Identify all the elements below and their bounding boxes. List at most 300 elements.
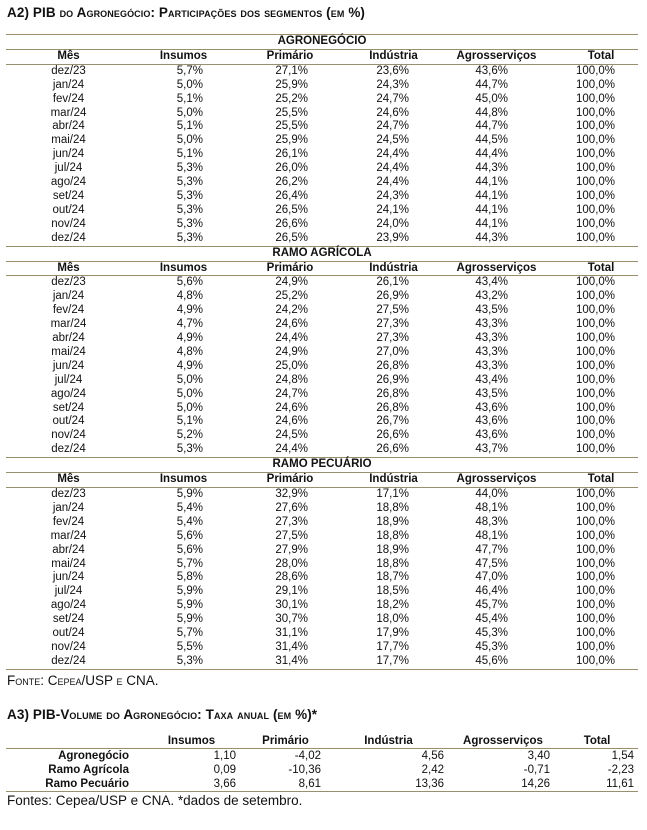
table-row bbox=[6, 388, 638, 402]
value-cell: 100,0% bbox=[576, 176, 616, 189]
column-header-row bbox=[6, 49, 638, 64]
month-cell: mar/24 bbox=[50, 106, 87, 119]
value-cell: 5,0% bbox=[176, 106, 203, 119]
value-cell: 45,3% bbox=[475, 640, 508, 653]
value-cell: 24,1% bbox=[376, 203, 409, 216]
table-row bbox=[6, 276, 638, 290]
value-cell: 100,0% bbox=[576, 276, 616, 289]
month-cell: dez/24 bbox=[6, 655, 131, 669]
value-cell: 26,1% bbox=[376, 276, 409, 289]
value-cell: 5,6% bbox=[176, 543, 203, 556]
table-row bbox=[6, 318, 638, 332]
value-cell: 5,1% bbox=[176, 92, 203, 105]
value-cell: 26,9% bbox=[376, 290, 409, 303]
value-cell: 43,3% bbox=[475, 345, 508, 358]
month-cell: mar/24 bbox=[50, 318, 87, 331]
value-cell: 44,1% bbox=[475, 176, 508, 189]
month-cell: ago/24 bbox=[50, 599, 87, 612]
value-cell: 43,6% bbox=[475, 401, 508, 414]
column-header: Agrosserviços bbox=[450, 734, 556, 749]
column-header: Agrosserviços bbox=[443, 49, 550, 64]
value-cell: 43,4% bbox=[475, 276, 508, 289]
value-cell: 43,6% bbox=[475, 415, 508, 428]
value-cell: 18,9% bbox=[376, 543, 409, 556]
value-cell: 100,0% bbox=[576, 557, 616, 570]
value-cell: 44,1% bbox=[475, 189, 508, 202]
month-cell: fev/24 bbox=[52, 515, 85, 528]
value-cell: 100,0% bbox=[576, 571, 616, 584]
value-cell: 24,6% bbox=[376, 106, 409, 119]
column-header: Total bbox=[550, 473, 638, 488]
value-cell: 24,7% bbox=[376, 92, 409, 105]
value-cell: 44,8% bbox=[475, 106, 508, 119]
value-cell: 100,0% bbox=[576, 345, 616, 358]
section-title: AGRONEGÓCIO bbox=[6, 35, 638, 50]
value-cell: 5,7% bbox=[176, 627, 203, 640]
month-cell: set/24 bbox=[52, 401, 85, 414]
table-row bbox=[6, 655, 638, 669]
table-row bbox=[6, 613, 638, 627]
value-cell: 100,0% bbox=[576, 415, 616, 428]
table-row bbox=[6, 516, 638, 530]
month-cell: jul/24 bbox=[54, 585, 83, 598]
month-cell: nov/24 bbox=[51, 429, 86, 442]
column-header: Indústria bbox=[344, 49, 443, 64]
month-cell: jul/24 bbox=[54, 162, 83, 175]
month-cell: nov/24 bbox=[51, 217, 86, 230]
value-cell: 44,4% bbox=[475, 148, 508, 161]
table-row bbox=[6, 204, 638, 218]
value-cell: 31,4% bbox=[236, 655, 344, 669]
value-cell: 5,7% bbox=[176, 64, 203, 77]
value-cell: 100,0% bbox=[576, 120, 616, 133]
value-cell: 45,6% bbox=[443, 655, 550, 669]
value-cell: 18,8% bbox=[376, 529, 409, 542]
a3-table bbox=[6, 734, 638, 792]
value-cell: 32,9% bbox=[275, 488, 308, 500]
value-cell: 44,3% bbox=[475, 231, 508, 244]
value-cell: 26,4% bbox=[275, 189, 308, 202]
table-row bbox=[6, 558, 638, 572]
value-cell: 5,1% bbox=[176, 415, 203, 428]
month-cell: set/24 bbox=[52, 613, 85, 626]
column-header: Primário bbox=[236, 49, 344, 64]
table-row bbox=[6, 218, 638, 232]
value-cell: 4,9% bbox=[176, 359, 203, 372]
value-cell: 44,7% bbox=[475, 120, 508, 133]
value-cell: 5,4% bbox=[176, 501, 203, 514]
value-cell: 24,9% bbox=[275, 345, 308, 358]
value-cell: 100,0% bbox=[576, 543, 616, 556]
value-cell: 44,7% bbox=[475, 78, 508, 91]
a2-source-prefix: Fonte: bbox=[7, 672, 44, 688]
column-header-row bbox=[6, 734, 638, 749]
value-cell: 18,5% bbox=[376, 585, 409, 598]
value-cell: 100,0% bbox=[576, 64, 616, 77]
section-header-row bbox=[6, 458, 638, 473]
value-cell: 18,8% bbox=[376, 557, 409, 570]
value-cell: 44,5% bbox=[475, 134, 508, 147]
row-label: Ramo Agrícola bbox=[48, 763, 129, 776]
value-cell: 24,9% bbox=[275, 276, 308, 289]
value-cell: 48,1% bbox=[475, 501, 508, 514]
value-cell: -10,36 bbox=[288, 763, 321, 776]
value-cell: 3,66 bbox=[139, 777, 244, 792]
month-cell: jan/24 bbox=[52, 501, 85, 514]
value-cell: 44,3% bbox=[475, 162, 508, 175]
a2-title bbox=[0, 2, 647, 24]
value-cell: 4,9% bbox=[176, 304, 203, 317]
table-row bbox=[6, 502, 638, 516]
value-cell: 47,0% bbox=[475, 571, 508, 584]
value-cell: 100,0% bbox=[576, 640, 616, 653]
a3-source: Fontes: Cepea/USP e CNA. *dados de setembro. bbox=[7, 792, 303, 808]
table-row bbox=[6, 415, 638, 429]
table-row bbox=[6, 544, 638, 558]
table-row bbox=[6, 429, 638, 443]
value-cell: 44,0% bbox=[475, 488, 508, 500]
a2-title-prefix: A2) PIB bbox=[7, 5, 56, 20]
month-cell: abr/24 bbox=[52, 543, 85, 556]
value-cell: 0,09 bbox=[213, 763, 236, 776]
value-cell: 30,1% bbox=[275, 599, 308, 612]
column-header: Total bbox=[550, 49, 638, 64]
value-cell: 100,0% bbox=[576, 429, 616, 442]
value-cell: 24,4% bbox=[275, 332, 308, 345]
a3-title bbox=[0, 704, 647, 726]
value-cell: 18,8% bbox=[376, 501, 409, 514]
value-cell: 45,3% bbox=[475, 627, 508, 640]
month-cell: fev/24 bbox=[52, 304, 85, 317]
value-cell: 100,0% bbox=[576, 318, 616, 331]
value-cell: 24,5% bbox=[275, 429, 308, 442]
value-cell: 2,42 bbox=[421, 763, 444, 776]
value-cell: 31,1% bbox=[275, 627, 308, 640]
value-cell: 5,9% bbox=[176, 599, 203, 612]
value-cell: 13,36 bbox=[327, 777, 450, 792]
row-label: Ramo Pecuário bbox=[6, 777, 139, 792]
table-row bbox=[6, 402, 638, 416]
value-cell: 1,54 bbox=[611, 749, 634, 762]
table-row bbox=[6, 488, 638, 502]
value-cell: 26,8% bbox=[376, 387, 409, 400]
month-cell: jan/24 bbox=[52, 78, 85, 91]
value-cell: 23,6% bbox=[376, 64, 409, 77]
value-cell: 11,61 bbox=[556, 777, 638, 792]
value-cell: 4,56 bbox=[421, 749, 444, 762]
month-cell: nov/24 bbox=[51, 640, 86, 653]
column-header: Mês bbox=[6, 49, 131, 64]
value-cell: 26,5% bbox=[275, 231, 308, 244]
column-header: Insumos bbox=[131, 473, 236, 488]
value-cell: 24,7% bbox=[275, 387, 308, 400]
value-cell: 24,3% bbox=[376, 189, 409, 202]
value-cell: 5,9% bbox=[176, 613, 203, 626]
value-cell: 100,0% bbox=[576, 501, 616, 514]
value-cell: 5,1% bbox=[176, 120, 203, 133]
value-cell: 31,4% bbox=[275, 640, 308, 653]
a3-title-prefix: A3) PIB- bbox=[7, 706, 61, 722]
value-cell: 26,7% bbox=[376, 415, 409, 428]
value-cell: 27,1% bbox=[275, 64, 308, 77]
table-row bbox=[6, 290, 638, 304]
value-cell: 5,0% bbox=[176, 387, 203, 400]
value-cell: 26,1% bbox=[275, 148, 308, 161]
value-cell: 4,8% bbox=[176, 290, 203, 303]
column-header: Primário bbox=[236, 473, 344, 488]
value-cell: 43,6% bbox=[475, 64, 508, 77]
value-cell: 5,0% bbox=[176, 78, 203, 91]
value-cell: 100,0% bbox=[576, 359, 616, 372]
value-cell: 100,0% bbox=[576, 106, 616, 119]
value-cell: 27,5% bbox=[376, 304, 409, 317]
column-header: Insumos bbox=[139, 734, 244, 749]
column-header-row bbox=[6, 473, 638, 488]
value-cell: 24,4% bbox=[275, 443, 308, 456]
value-cell: 26,6% bbox=[275, 217, 308, 230]
value-cell: 43,3% bbox=[475, 359, 508, 372]
month-cell: dez/23 bbox=[51, 276, 86, 289]
table-row bbox=[6, 79, 638, 93]
value-cell: 100,0% bbox=[576, 148, 616, 161]
column-header: Total bbox=[550, 261, 638, 276]
month-cell: dez/24 bbox=[51, 443, 86, 456]
month-cell: dez/24 bbox=[51, 231, 86, 244]
value-cell: 44,1% bbox=[475, 203, 508, 216]
value-cell: 100,0% bbox=[576, 304, 616, 317]
month-cell: ago/24 bbox=[50, 387, 87, 400]
value-cell: 27,5% bbox=[275, 529, 308, 542]
column-header: Agrosserviços bbox=[443, 473, 550, 488]
section-header-row bbox=[6, 35, 638, 50]
value-cell: 24,6% bbox=[275, 401, 308, 414]
column-header: Mês bbox=[6, 473, 131, 488]
value-cell: 43,4% bbox=[475, 373, 508, 386]
month-cell: dez/23 bbox=[51, 488, 86, 500]
column-header bbox=[6, 734, 139, 749]
value-cell: 100,0% bbox=[576, 78, 616, 91]
row-label: Agronegócio bbox=[58, 749, 129, 762]
value-cell: 25,9% bbox=[275, 78, 308, 91]
table-row bbox=[6, 120, 638, 134]
value-cell: 24,6% bbox=[275, 318, 308, 331]
value-cell: 25,9% bbox=[275, 134, 308, 147]
value-cell: 43,2% bbox=[475, 290, 508, 303]
table-row bbox=[6, 232, 638, 246]
value-cell: 1,10 bbox=[213, 749, 236, 762]
value-cell: 45,0% bbox=[475, 92, 508, 105]
value-cell: 5,5% bbox=[176, 640, 203, 653]
table-row bbox=[6, 93, 638, 107]
table-row bbox=[6, 162, 638, 176]
value-cell: 5,6% bbox=[176, 529, 203, 542]
table-row bbox=[6, 777, 638, 792]
value-cell: 100,0% bbox=[576, 529, 616, 542]
month-cell: jan/24 bbox=[52, 290, 85, 303]
value-cell: 25,5% bbox=[275, 120, 308, 133]
value-cell: 24,5% bbox=[376, 134, 409, 147]
value-cell: 5,3% bbox=[176, 443, 203, 456]
value-cell: 45,7% bbox=[475, 599, 508, 612]
column-header: Indústria bbox=[327, 734, 450, 749]
value-cell: 5,8% bbox=[176, 571, 203, 584]
value-cell: 26,0% bbox=[275, 162, 308, 175]
value-cell: 26,9% bbox=[376, 373, 409, 386]
month-cell: jun/24 bbox=[52, 359, 85, 372]
value-cell: 100,0% bbox=[576, 515, 616, 528]
value-cell: 5,3% bbox=[176, 162, 203, 175]
value-cell: -0,71 bbox=[523, 763, 550, 776]
value-cell: 25,2% bbox=[275, 92, 308, 105]
value-cell: -2,23 bbox=[607, 763, 634, 776]
value-cell: 26,2% bbox=[275, 176, 308, 189]
value-cell: 100,0% bbox=[576, 203, 616, 216]
month-cell: jun/24 bbox=[52, 571, 85, 584]
month-cell: out/24 bbox=[52, 203, 85, 216]
value-cell: 100,0% bbox=[576, 162, 616, 175]
month-cell: set/24 bbox=[52, 189, 85, 202]
value-cell: 17,9% bbox=[376, 627, 409, 640]
value-cell: 5,3% bbox=[176, 176, 203, 189]
table-row bbox=[6, 571, 638, 585]
month-cell: mar/24 bbox=[50, 529, 87, 542]
value-cell: 100,0% bbox=[576, 231, 616, 244]
value-cell: 17,7% bbox=[344, 655, 443, 669]
value-cell: 17,7% bbox=[376, 640, 409, 653]
table-row bbox=[6, 599, 638, 613]
column-header: Indústria bbox=[344, 261, 443, 276]
value-cell: 45,4% bbox=[475, 613, 508, 626]
column-header: Agrosserviços bbox=[443, 261, 550, 276]
column-header: Mês bbox=[6, 261, 131, 276]
table-row bbox=[6, 748, 638, 763]
value-cell: 43,3% bbox=[475, 332, 508, 345]
value-cell: 25,5% bbox=[275, 106, 308, 119]
value-cell: 48,3% bbox=[475, 515, 508, 528]
value-cell: 100,0% bbox=[576, 134, 616, 147]
value-cell: 44,1% bbox=[475, 217, 508, 230]
table-row bbox=[6, 443, 638, 457]
value-cell: 5,3% bbox=[176, 203, 203, 216]
value-cell: 27,6% bbox=[275, 501, 308, 514]
value-cell: 24,4% bbox=[376, 176, 409, 189]
value-cell: 100,0% bbox=[576, 585, 616, 598]
value-cell: 3,40 bbox=[527, 749, 550, 762]
value-cell: 5,0% bbox=[176, 134, 203, 147]
a2-table bbox=[6, 34, 638, 670]
month-cell: fev/24 bbox=[52, 92, 85, 105]
value-cell: 25,0% bbox=[275, 359, 308, 372]
value-cell: 26,6% bbox=[376, 429, 409, 442]
value-cell: 24,6% bbox=[275, 415, 308, 428]
table-row bbox=[6, 176, 638, 190]
a2-source-rest: Cepea/USP e CNA. bbox=[47, 672, 159, 688]
value-cell: 100,0% bbox=[576, 627, 616, 640]
value-cell: 23,9% bbox=[376, 231, 409, 244]
a2-source bbox=[0, 672, 647, 690]
value-cell: 5,0% bbox=[176, 373, 203, 386]
value-cell: 43,3% bbox=[475, 318, 508, 331]
value-cell: 18,2% bbox=[376, 599, 409, 612]
value-cell: 24,3% bbox=[376, 78, 409, 91]
table-row bbox=[6, 64, 638, 78]
month-cell: jul/24 bbox=[54, 373, 83, 386]
value-cell: -4,02 bbox=[294, 749, 321, 762]
table-row bbox=[6, 190, 638, 204]
section-title: RAMO PECUÁRIO bbox=[6, 458, 638, 473]
value-cell: 5,0% bbox=[176, 401, 203, 414]
value-cell: 29,1% bbox=[275, 585, 308, 598]
value-cell: 18,9% bbox=[376, 515, 409, 528]
value-cell: 26,6% bbox=[376, 443, 409, 456]
column-header: Insumos bbox=[131, 261, 236, 276]
value-cell: 5,3% bbox=[176, 231, 203, 244]
a3-title-rest: Volume do Agronegócio: Taxa anual (em %)* bbox=[60, 706, 318, 722]
value-cell: 100,0% bbox=[576, 373, 616, 386]
value-cell: 18,7% bbox=[376, 571, 409, 584]
table-row bbox=[6, 641, 638, 655]
column-header: Primário bbox=[236, 261, 344, 276]
table-row bbox=[6, 585, 638, 599]
value-cell: 5,9% bbox=[176, 488, 203, 500]
value-cell: 24,7% bbox=[376, 120, 409, 133]
value-cell: 5,3% bbox=[131, 655, 236, 669]
value-cell: 5,7% bbox=[176, 557, 203, 570]
value-cell: 100,0% bbox=[576, 401, 616, 414]
value-cell: 5,6% bbox=[176, 276, 203, 289]
value-cell: 43,5% bbox=[475, 304, 508, 317]
value-cell: 5,1% bbox=[176, 148, 203, 161]
value-cell: 100,0% bbox=[576, 217, 616, 230]
value-cell: 26,8% bbox=[376, 401, 409, 414]
table-row bbox=[6, 107, 638, 121]
value-cell: 100,0% bbox=[576, 332, 616, 345]
value-cell: 46,4% bbox=[475, 585, 508, 598]
value-cell: 100,0% bbox=[576, 92, 616, 105]
value-cell: 24,4% bbox=[376, 162, 409, 175]
value-cell: 25,2% bbox=[275, 290, 308, 303]
table-row bbox=[6, 763, 638, 777]
value-cell: 8,61 bbox=[244, 777, 327, 792]
value-cell: 100,0% bbox=[576, 488, 616, 500]
value-cell: 27,3% bbox=[275, 515, 308, 528]
value-cell: 24,0% bbox=[376, 217, 409, 230]
value-cell: 5,3% bbox=[176, 189, 203, 202]
month-cell: abr/24 bbox=[52, 120, 85, 133]
value-cell: 30,7% bbox=[275, 613, 308, 626]
value-cell: 4,8% bbox=[176, 345, 203, 358]
value-cell: 5,9% bbox=[176, 585, 203, 598]
value-cell: 43,7% bbox=[475, 443, 508, 456]
table-row bbox=[6, 530, 638, 544]
table-row bbox=[6, 360, 638, 374]
value-cell: 18,0% bbox=[376, 613, 409, 626]
table-row bbox=[6, 134, 638, 148]
value-cell: 14,26 bbox=[450, 777, 556, 792]
value-cell: 4,9% bbox=[176, 332, 203, 345]
month-cell: out/24 bbox=[52, 415, 85, 428]
value-cell: 27,3% bbox=[376, 318, 409, 331]
month-cell: mai/24 bbox=[51, 345, 86, 358]
month-cell: out/24 bbox=[52, 627, 85, 640]
table-row bbox=[6, 332, 638, 346]
table-row bbox=[6, 374, 638, 388]
value-cell: 17,1% bbox=[376, 488, 409, 500]
column-header: Insumos bbox=[131, 49, 236, 64]
table-row bbox=[6, 346, 638, 360]
value-cell: 5,2% bbox=[176, 429, 203, 442]
value-cell: 28,0% bbox=[275, 557, 308, 570]
